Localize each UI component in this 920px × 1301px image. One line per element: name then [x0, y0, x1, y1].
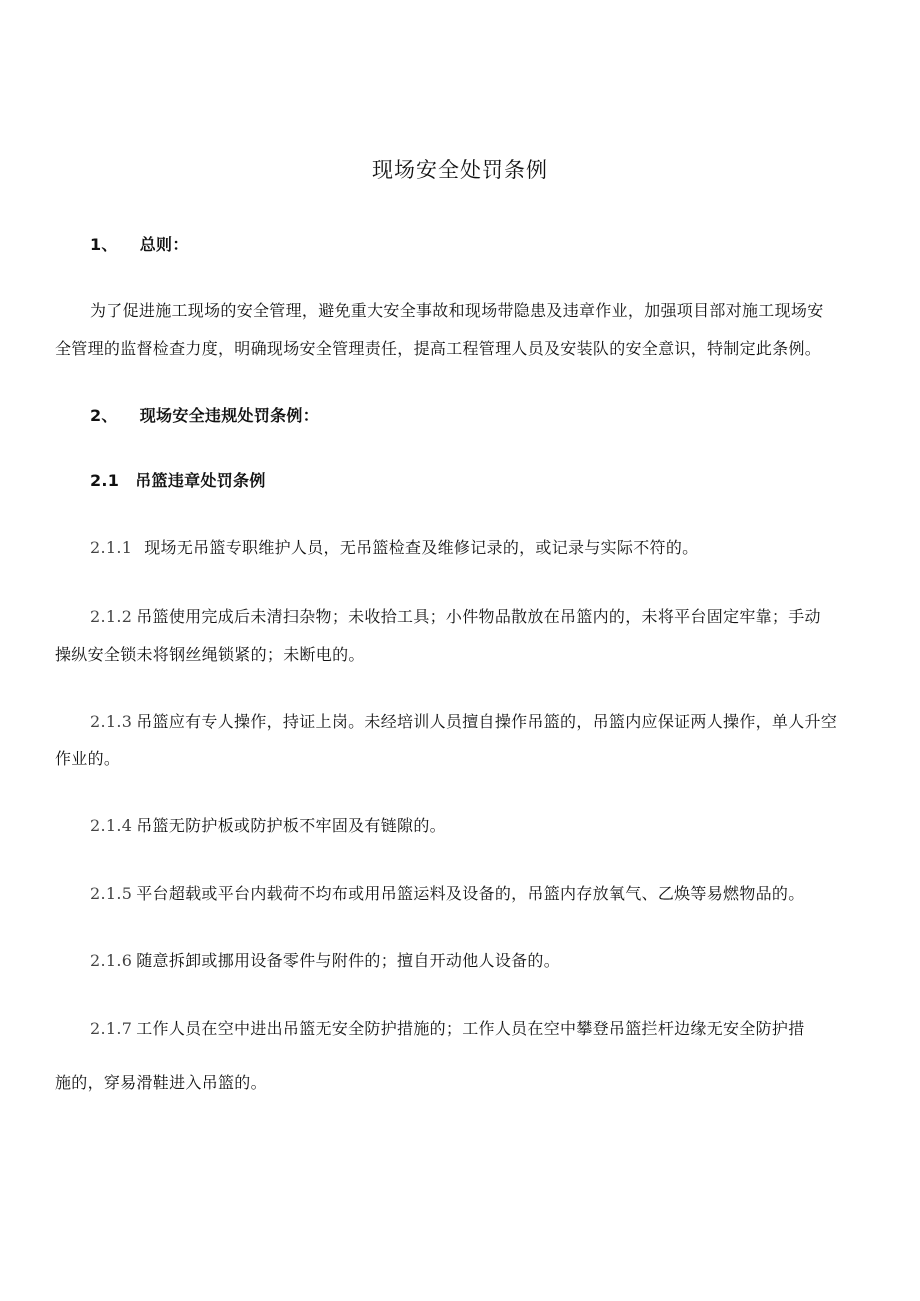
clause-text: 吊篮应有专人操作，持证上岗。未经培训人员擅自操作吊篮的，吊篮内应保证两人操作，单人升空 [136, 712, 838, 731]
clause-2-1-3 [90, 712, 837, 732]
clause-2-1-6 [90, 951, 560, 971]
clause-number: 2.1.3 [90, 712, 133, 731]
section-1-title: 总则： [139, 235, 189, 254]
clause-number: 2.1.7 [90, 1019, 133, 1038]
intro-line-2: 全管理的监督检查力度，明确现场安全管理责任，提高工程管理人员及安装队的安全意识，特制定此条例。 [55, 339, 822, 358]
section-2-number: 2、 [90, 406, 118, 425]
section-2-1-number: 2.1 [90, 471, 120, 490]
clause-number: 2.1.5 [90, 884, 133, 903]
document-title: 现场安全处罚条例 [372, 158, 548, 182]
clause-number: 2.1.1 [90, 538, 133, 557]
clause-text: 工作人员在空中进出吊篮无安全防护措施的；工作人员在空中攀登吊篮拦杆边缘无安全防护措 [136, 1019, 805, 1038]
clause-2-1-2-continued: 操纵安全锁未将钢丝绳锁紧的；未断电的。 [55, 645, 365, 664]
clause-text: 随意拆卸或挪用设备零件与附件的；擅自开动他人设备的。 [136, 951, 561, 970]
clause-2-1-7 [90, 1019, 805, 1039]
clause-2-1-1 [90, 538, 698, 558]
section-2-title: 现场安全违规处罚条例： [139, 406, 320, 425]
section-2-1-title: 吊篮违章处罚条例 [135, 471, 266, 490]
clause-2-1-2 [90, 607, 821, 627]
clause-number: 2.1.4 [90, 816, 133, 835]
clause-2-1-3-continued: 作业的。 [55, 749, 121, 768]
section-1-number: 1、 [90, 235, 118, 254]
clause-2-1-4 [90, 816, 446, 836]
clause-2-1-5 [90, 884, 805, 904]
section-2-1-heading [90, 471, 266, 491]
clause-number: 2.1.6 [90, 951, 133, 970]
clause-text: 吊篮使用完成后未清扫杂物；未收拾工具；小件物品散放在吊篮内的，未将平台固定牢靠；手动 [136, 607, 821, 626]
clause-text: 吊篮无防护板或防护板不牢固及有链隙的。 [136, 816, 446, 835]
clause-text: 平台超载或平台内载荷不均布或用吊篮运料及设备的，吊篮内存放氧气、乙焕等易燃物品的。 [136, 884, 805, 903]
clause-2-1-7-continued: 施的，穿易滑鞋进入吊篮的。 [55, 1073, 267, 1092]
section-1-heading [90, 235, 189, 255]
intro-line-1: 为了促进施工现场的安全管理，避免重大安全事故和现场带隐患及违章作业，加强项目部对施工现场安 [90, 301, 824, 320]
clause-number: 2.1.2 [90, 607, 133, 626]
section-2-heading [90, 406, 319, 426]
clause-text: 现场无吊篮专职维护人员，无吊篮检查及维修记录的，或记录与实际不符的。 [144, 538, 699, 557]
